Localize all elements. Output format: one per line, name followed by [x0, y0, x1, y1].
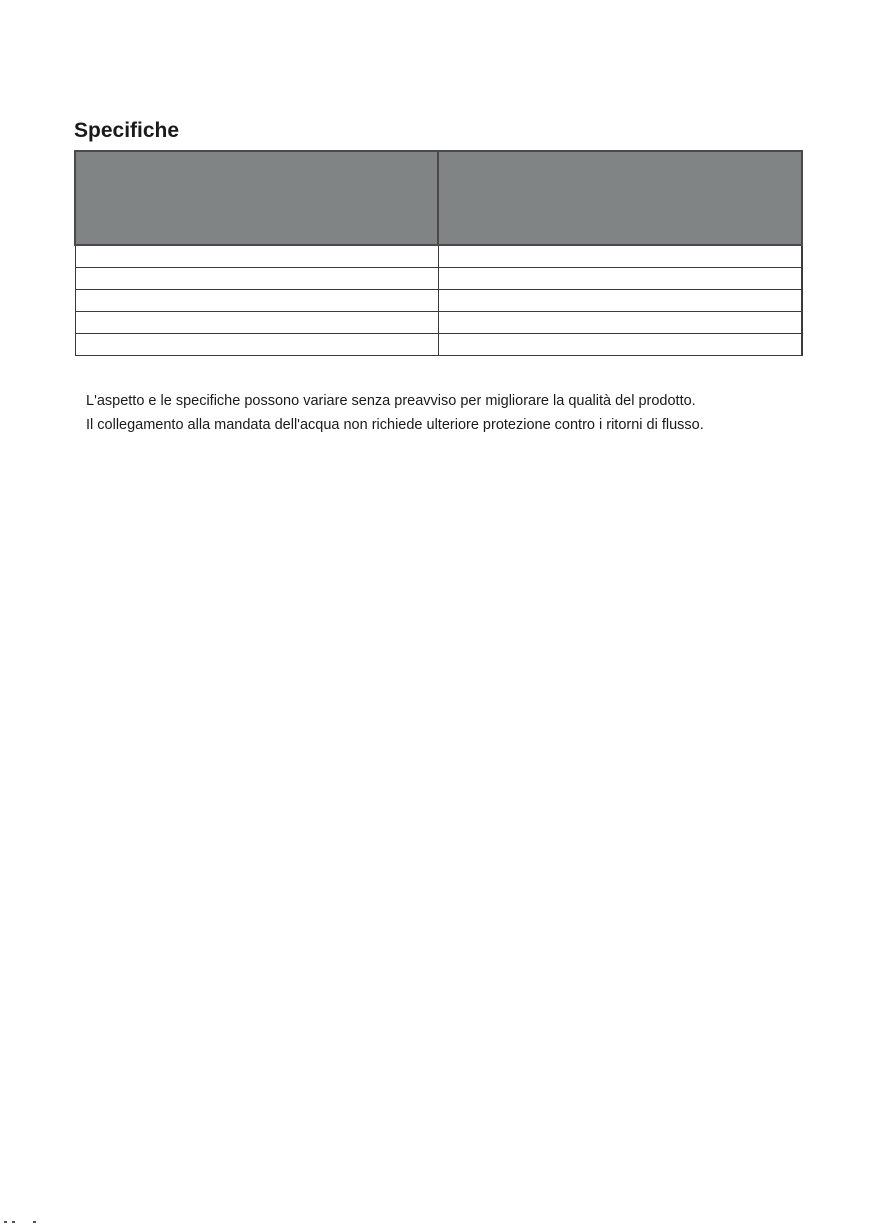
table-row	[75, 312, 802, 334]
table-row	[75, 245, 802, 268]
spec-value-cell	[438, 312, 802, 334]
table-row	[75, 334, 802, 356]
header-cell-value	[438, 151, 802, 245]
spec-value-cell	[438, 268, 802, 290]
table-row	[75, 290, 802, 312]
spec-value-cell	[438, 334, 802, 356]
spec-label-cell	[75, 290, 438, 312]
spec-value-cell	[438, 290, 802, 312]
table-header-row	[75, 151, 802, 245]
page-corner-mark	[0, 1218, 40, 1226]
spec-label-cell	[75, 334, 438, 356]
spec-label-cell	[75, 268, 438, 290]
spec-label-cell	[75, 312, 438, 334]
notes-block	[86, 389, 806, 437]
spec-value-cell	[438, 245, 802, 268]
note-appearance-disclaimer: L'aspetto e le specifiche possono variare senza preavviso per migliorare la qualità del prodotto.	[86, 393, 696, 409]
spec-table	[74, 150, 803, 356]
header-cell-label	[75, 151, 438, 245]
table-row	[75, 268, 802, 290]
page-title: Specifiche	[74, 119, 180, 142]
spec-label-cell	[75, 245, 438, 268]
note-water-connection: Il collegamento alla mandata dell'acqua non richiede ulteriore protezione contro i ritorni di flusso.	[86, 417, 704, 433]
